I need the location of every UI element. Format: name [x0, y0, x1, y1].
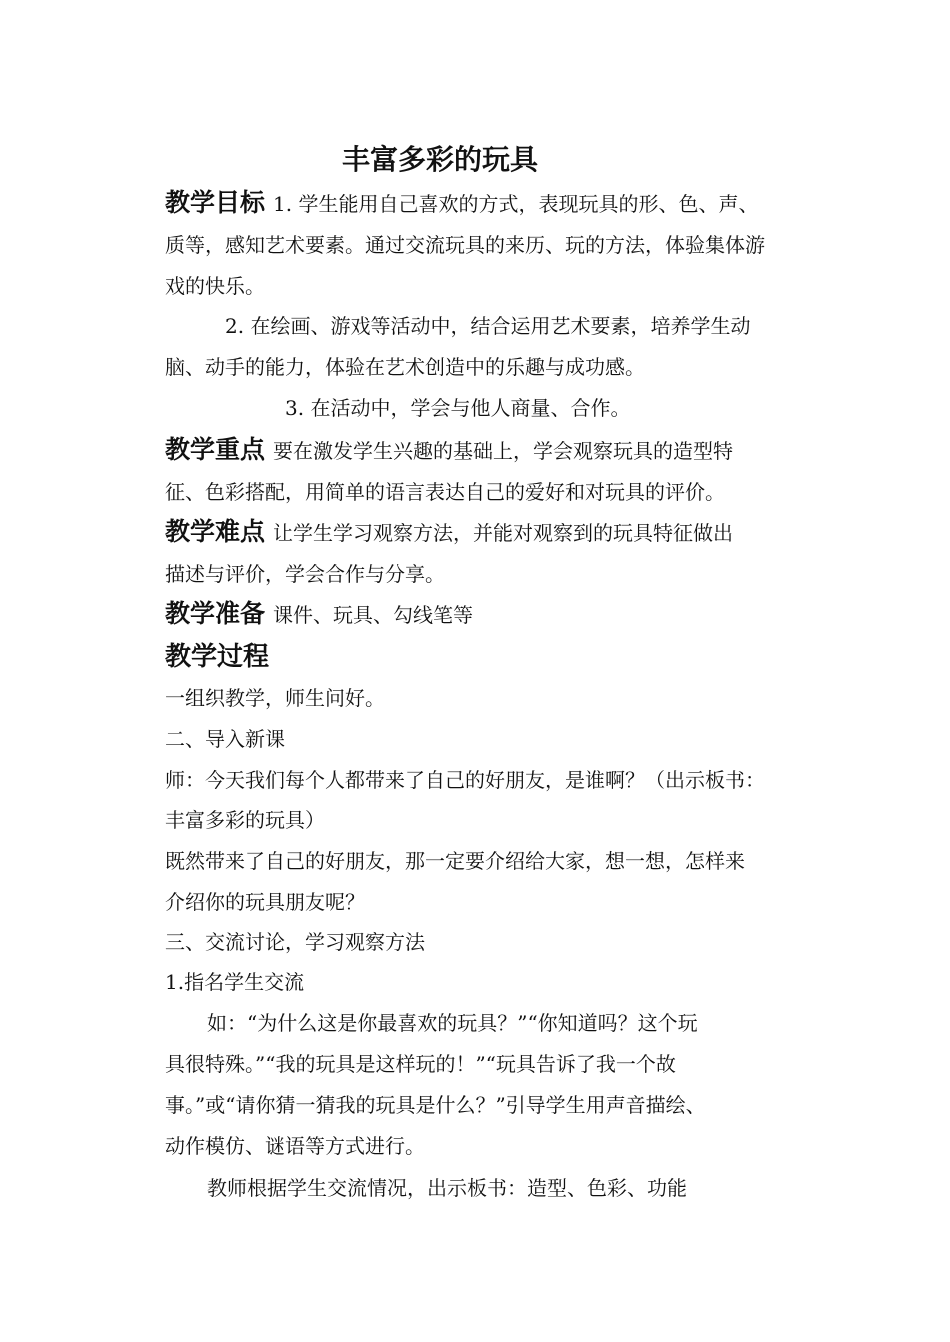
process-line-9: 如：“为什么这是你最喜欢的玩具？”“你知道吗？这个玩 — [207, 1011, 698, 1035]
key-points-line-2: 征、色彩搭配，用简单的语言表达自己的爱好和对玩具的评价。 — [165, 480, 725, 504]
process-line-2: 二、导入新课 — [165, 727, 285, 751]
objectives-line-5: 脑、动手的能力，体验在艺术创造中的乐趣与成功感。 — [165, 355, 645, 379]
difficulties-line-2: 描述与评价，学会合作与分享。 — [165, 562, 445, 586]
objectives-line-2: 质等，感知艺术要素。通过交流玩具的来历、玩的方法，体验集体游 — [165, 233, 765, 257]
objectives-line-4: 2. 在绘画、游戏等活动中，结合运用艺术要素，培养学生动 — [225, 314, 751, 338]
document-title: 丰富多彩的玩具 — [341, 143, 538, 176]
process-line-7: 三、交流讨论，学习观察方法 — [165, 930, 425, 954]
difficulties-line-1 — [165, 512, 733, 553]
key-points-text-1: 要在激发学生兴趣的基础上，学会观察玩具的造型特 — [273, 439, 734, 463]
process-line-12: 动作模仿、谜语等方式进行。 — [165, 1134, 425, 1158]
process-line-4: 丰富多彩的玩具） — [165, 808, 325, 832]
process-line-8: 1.指名学生交流 — [165, 970, 305, 994]
preparation-text: 课件、玩具、勾线笔等 — [273, 603, 474, 627]
objectives-line-1 — [165, 183, 758, 224]
difficulties-text-1: 让学生学习观察方法，并能对观察到的玩具特征做出 — [273, 521, 734, 545]
objectives-line-3: 戏的快乐。 — [165, 274, 265, 298]
process-line-5: 既然带来了自己的好朋友，那一定要介绍给大家，想一想，怎样来 — [165, 849, 745, 873]
process-line-11: 事。”或“请你猜一猜我的玩具是什么？”引导学生用声音描绘、 — [165, 1093, 706, 1117]
objectives-line-6: 3. 在活动中，学会与他人商量、合作。 — [285, 396, 631, 420]
key-points-heading: 教学重点 — [165, 435, 266, 464]
process-line-10: 具很特殊。”“我的玩具是这样玩的！”“玩具告诉了我一个故 — [165, 1052, 676, 1076]
process-line-13: 教师根据学生交流情况，出示板书：造型、色彩、功能 — [207, 1176, 687, 1200]
objectives-text-1: 1. 学生能用自己喜欢的方式，表现玩具的形、色、声、 — [273, 192, 759, 216]
preparation-line — [165, 594, 473, 635]
difficulties-heading: 教学难点 — [165, 517, 266, 546]
objectives-heading: 教学目标 — [165, 188, 266, 217]
process-line-1: 一组织教学，师生问好。 — [165, 686, 385, 710]
process-heading-line — [165, 637, 269, 678]
preparation-heading: 教学准备 — [165, 599, 266, 628]
process-line-6: 介绍你的玩具朋友呢？ — [165, 890, 365, 914]
process-heading: 教学过程 — [165, 642, 270, 672]
process-line-3: 师：今天我们每个人都带来了自己的好朋友，是谁啊？（出示板书： — [165, 768, 765, 792]
key-points-line-1 — [165, 430, 733, 471]
